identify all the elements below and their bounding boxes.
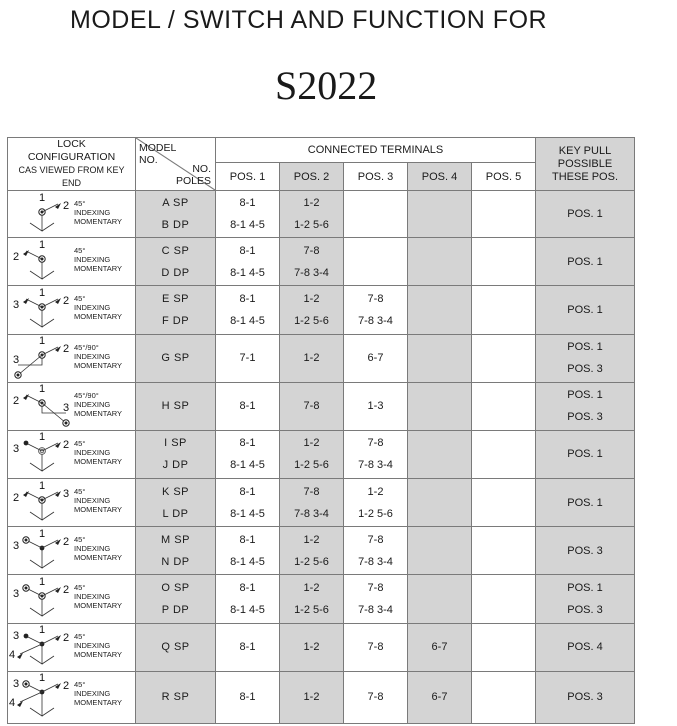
position-number: 2 xyxy=(62,535,70,548)
model-pole-value: A SP xyxy=(162,197,189,210)
position-number: 4 xyxy=(8,649,16,662)
pos4-terminals-cell xyxy=(408,430,472,478)
key-pull-cell xyxy=(536,286,635,334)
position-number: 1 xyxy=(38,575,46,588)
position-number: 1 xyxy=(38,335,46,348)
pos1-terminals-cell xyxy=(216,334,280,382)
diagram-caption-line: MOMENTARY xyxy=(74,601,123,611)
key-pull-value: POS. 1 xyxy=(567,303,603,316)
position-number: 1 xyxy=(38,672,46,685)
pos3-terminals-cell xyxy=(344,575,408,623)
lock-diagram xyxy=(8,239,72,285)
table-row xyxy=(8,479,635,527)
position-marker-icon xyxy=(55,298,61,304)
lock-configuration-cell xyxy=(8,479,136,527)
table-row xyxy=(8,575,635,623)
key-pull-value: POS. 1 xyxy=(567,341,603,354)
key-pull-cell xyxy=(536,238,635,286)
diagram-caption-line: INDEXING xyxy=(74,496,111,506)
terminal-value: 7-8 3-4 xyxy=(358,603,393,616)
pos5-terminals-cell xyxy=(472,191,536,238)
terminal-value: 7-8 3-4 xyxy=(294,266,329,279)
pos2-terminals-cell xyxy=(280,191,344,238)
lock-configuration-cell xyxy=(8,334,136,382)
pos3-terminals-cell xyxy=(344,671,408,723)
pos4-header: POS. 4 xyxy=(408,163,472,191)
terminal-value: 7-8 xyxy=(303,485,320,498)
terminal-value: 1-2 5-6 xyxy=(294,314,329,327)
model-pole-value: G SP xyxy=(161,352,190,365)
pos5-header: POS. 5 xyxy=(472,163,536,191)
position-marker-icon xyxy=(23,585,29,591)
position-marker-icon xyxy=(55,683,61,689)
terminal-value: 8-1 4-5 xyxy=(230,603,265,616)
terminal-value: 1-2 5-6 xyxy=(294,603,329,616)
diagram-caption-line: MOMENTARY xyxy=(74,697,123,707)
terminal-value: 8-1 xyxy=(239,244,256,257)
pos3-terminals-cell xyxy=(344,286,408,334)
lock-configuration-cell xyxy=(8,430,136,478)
diagram-caption-line: 45° xyxy=(74,246,86,256)
terminal-value: 1-3 xyxy=(367,400,384,413)
pos5-terminals-cell xyxy=(472,479,536,527)
pos2-terminals-cell xyxy=(280,382,344,430)
key-pull-value: POS. 1 xyxy=(567,448,603,461)
table-row xyxy=(8,191,635,238)
model-poles-cell xyxy=(136,671,216,723)
lock-configuration-cell xyxy=(8,623,136,671)
pos5-terminals-cell xyxy=(472,334,536,382)
pos5-terminals-cell xyxy=(472,286,536,334)
terminal-value: 6-7 xyxy=(431,691,448,704)
position-number: 1 xyxy=(38,383,46,396)
terminal-value: 7-8 xyxy=(367,437,384,450)
position-number: 3 xyxy=(12,630,20,643)
pos1-terminals-cell xyxy=(216,382,280,430)
pos4-terminals-cell xyxy=(408,575,472,623)
table-row xyxy=(8,382,635,430)
terminal-value: 7-8 xyxy=(367,292,384,305)
terminal-value: 8-1 xyxy=(239,485,256,498)
terminal-value: 1-2 xyxy=(303,437,320,450)
table-row xyxy=(8,286,635,334)
pos5-terminals-cell xyxy=(472,382,536,430)
diagram-caption-line: 45° xyxy=(74,679,86,689)
terminal-value: 8-1 4-5 xyxy=(230,459,265,472)
pos2-terminals-cell xyxy=(280,479,344,527)
terminal-value: 7-8 xyxy=(303,400,320,413)
model-poles-cell xyxy=(136,382,216,430)
pos3-terminals-cell xyxy=(344,479,408,527)
key-pull-cell xyxy=(536,479,635,527)
position-number: 1 xyxy=(38,479,46,492)
key-pull-cell xyxy=(536,527,635,575)
pos2-terminals-cell xyxy=(280,527,344,575)
position-marker-icon xyxy=(23,250,29,256)
diagram-caption-line: MOMENTARY xyxy=(74,553,123,563)
terminal-value: 1-2 xyxy=(303,691,320,704)
diagram-caption-line: INDEXING xyxy=(74,688,111,698)
pos4-terminals-cell xyxy=(408,382,472,430)
position-number: 1 xyxy=(38,624,46,637)
diagram-caption-line: MOMENTARY xyxy=(74,505,123,515)
diagram-caption-line: INDEXING xyxy=(74,399,111,409)
terminal-value: 1-2 5-6 xyxy=(294,219,329,232)
pos1-terminals-cell xyxy=(216,575,280,623)
diagram-caption-line: 45° xyxy=(74,487,86,497)
terminal-value: 1-2 xyxy=(303,533,320,546)
model-poles-cell xyxy=(136,191,216,238)
diagram-caption-line: INDEXING xyxy=(74,544,111,554)
position-marker-icon xyxy=(55,491,61,497)
key-pull-value: POS. 3 xyxy=(567,363,603,376)
pos1-terminals-cell xyxy=(216,286,280,334)
pos2-terminals-cell xyxy=(280,238,344,286)
pos3-terminals-cell xyxy=(344,430,408,478)
position-number: 1 xyxy=(38,191,46,204)
model-pole-value: J DP xyxy=(162,459,189,472)
position-marker-icon xyxy=(63,420,69,426)
position-number: 3 xyxy=(12,354,20,367)
diagram-caption-line: 45° xyxy=(74,199,86,208)
position-number: 3 xyxy=(12,539,20,552)
model-poles-cell xyxy=(136,623,216,671)
pos2-terminals-cell xyxy=(280,671,344,723)
position-number: 1 xyxy=(38,527,46,540)
table-row xyxy=(8,527,635,575)
terminal-value: 7-8 3-4 xyxy=(294,507,329,520)
lock-diagram xyxy=(8,287,72,333)
terminal-value: 8-1 4-5 xyxy=(230,266,265,279)
pos5-terminals-cell xyxy=(472,623,536,671)
position-number: 3 xyxy=(12,443,20,456)
position-number: 2 xyxy=(62,439,70,452)
lock-diagram xyxy=(8,528,72,574)
terminal-value: 1-2 5-6 xyxy=(294,555,329,568)
key-pull-cell xyxy=(536,671,635,723)
model-pole-value: D DP xyxy=(161,266,190,279)
key-pull-cell xyxy=(536,191,635,238)
terminal-value: 8-1 xyxy=(239,400,256,413)
terminal-value: 8-1 xyxy=(239,533,256,546)
position-marker-icon xyxy=(55,539,61,545)
model-pole-value: F DP xyxy=(161,314,190,327)
diagram-caption-line: MOMENTARY xyxy=(74,649,123,659)
diagram-caption-line: INDEXING xyxy=(74,592,111,602)
diagram-caption-line: MOMENTARY xyxy=(74,264,123,274)
diagram-caption-line: 45° xyxy=(74,438,86,448)
diagram-caption-line: MOMENTARY xyxy=(74,217,123,226)
pos5-terminals-cell xyxy=(472,575,536,623)
model-poles-cell xyxy=(136,575,216,623)
position-number: 3 xyxy=(12,678,20,691)
terminal-value: 7-1 xyxy=(239,352,256,365)
pos5-terminals-cell xyxy=(472,671,536,723)
terminal-value: 7-8 xyxy=(367,691,384,704)
pos4-terminals-cell xyxy=(408,191,472,238)
document-title: MODEL / SWITCH AND FUNCTION FOR xyxy=(70,6,548,34)
table-row xyxy=(8,671,635,723)
key-pull-value: POS. 3 xyxy=(567,691,603,704)
diagram-caption-line: 45° xyxy=(74,631,86,641)
pos4-terminals-cell xyxy=(408,334,472,382)
pos5-terminals-cell xyxy=(472,527,536,575)
terminal-value: 1-2 xyxy=(303,197,320,210)
terminal-value: 1-2 5-6 xyxy=(358,507,393,520)
key-pull-value: POS. 1 xyxy=(567,255,603,268)
pos1-terminals-cell xyxy=(216,479,280,527)
model-pole-value: C SP xyxy=(161,244,190,257)
diagram-caption-line: MOMENTARY xyxy=(74,408,123,418)
terminal-value: 8-1 xyxy=(239,437,256,450)
terminal-value: 1-2 xyxy=(303,581,320,594)
model-pole-value: N DP xyxy=(161,555,190,568)
terminal-value: 7-8 3-4 xyxy=(358,555,393,568)
lock-configuration-cell xyxy=(8,382,136,430)
position-marker-icon xyxy=(55,346,61,352)
terminal-value: 8-1 xyxy=(239,197,256,210)
pos2-terminals-cell xyxy=(280,286,344,334)
position-marker-icon xyxy=(55,442,61,448)
lock-diagram xyxy=(8,383,72,429)
position-number: 2 xyxy=(62,199,70,212)
table-body xyxy=(8,191,635,724)
pos3-terminals-cell xyxy=(344,191,408,238)
terminal-value: 1-2 xyxy=(303,352,320,365)
pos1-terminals-cell xyxy=(216,527,280,575)
terminal-value: 7-8 3-4 xyxy=(358,459,393,472)
key-pull-value: POS. 1 xyxy=(567,208,603,221)
lock-configuration-cell xyxy=(8,527,136,575)
pos4-terminals-cell xyxy=(408,671,472,723)
position-marker-icon xyxy=(23,491,29,497)
diagram-caption-line: INDEXING xyxy=(74,303,111,313)
model-poles-cell xyxy=(136,479,216,527)
key-pull-cell xyxy=(536,382,635,430)
model-poles-cell xyxy=(136,238,216,286)
pos1-terminals-cell xyxy=(216,191,280,238)
lock-configuration-cell xyxy=(8,575,136,623)
lock-diagram xyxy=(8,480,72,526)
lock-configuration-cell xyxy=(8,238,136,286)
terminal-value: 7-8 xyxy=(367,533,384,546)
lock-configuration-header: LOCK CONFIGURATION CAS VIEWED FROM KEY END xyxy=(8,138,136,191)
model-pole-value: K SP xyxy=(161,485,190,498)
diagram-caption-line: MOMENTARY xyxy=(74,360,123,370)
model-pole-value: B DP xyxy=(161,219,190,232)
table-row xyxy=(8,623,635,671)
pos4-terminals-cell xyxy=(408,527,472,575)
model-pole-value: P DP xyxy=(161,603,190,616)
pos4-terminals-cell xyxy=(408,238,472,286)
lock-diagram xyxy=(8,335,72,381)
terminal-value: 8-1 4-5 xyxy=(230,219,265,232)
terminal-value: 1-2 xyxy=(367,485,384,498)
diagram-caption-line: INDEXING xyxy=(74,640,111,650)
pos3-header: POS. 3 xyxy=(344,163,408,191)
lock-diagram xyxy=(8,431,72,477)
pos4-terminals-cell xyxy=(408,479,472,527)
terminal-value: 8-1 xyxy=(239,691,256,704)
key-pull-cell xyxy=(536,575,635,623)
model-poles-header: MODEL NO. NO. POLES xyxy=(136,138,216,191)
model-pole-value: L DP xyxy=(162,507,189,520)
position-number: 2 xyxy=(12,395,20,408)
terminal-value: 7-8 xyxy=(367,641,384,654)
lock-diagram xyxy=(8,672,72,722)
position-marker-icon xyxy=(55,587,61,593)
pos3-terminals-cell xyxy=(344,334,408,382)
diagram-caption-line: 45° xyxy=(74,583,86,593)
connected-terminals-header: CONNECTED TERMINALS xyxy=(216,138,536,163)
key-pull-cell xyxy=(536,623,635,671)
pos2-header: POS. 2 xyxy=(280,163,344,191)
terminal-value: 6-7 xyxy=(431,641,448,654)
pos5-terminals-cell xyxy=(472,238,536,286)
pos2-terminals-cell xyxy=(280,623,344,671)
key-pull-value: POS. 3 xyxy=(567,603,603,616)
model-pole-value: R SP xyxy=(161,691,190,704)
position-number: 2 xyxy=(62,632,70,645)
position-number: 3 xyxy=(62,487,70,500)
pos1-terminals-cell xyxy=(216,430,280,478)
diagram-caption-line: MOMENTARY xyxy=(74,312,123,322)
position-number: 3 xyxy=(12,298,20,311)
table-row xyxy=(8,238,635,286)
key-pull-cell xyxy=(536,430,635,478)
model-title: S2022 xyxy=(275,63,378,108)
diagram-caption-line: INDEXING xyxy=(74,255,111,265)
pos3-terminals-cell xyxy=(344,623,408,671)
position-number: 1 xyxy=(38,431,46,444)
model-pole-value: H SP xyxy=(161,400,190,413)
position-number: 1 xyxy=(38,238,46,251)
terminal-value: 8-1 4-5 xyxy=(230,507,265,520)
model-pole-value: O SP xyxy=(161,581,190,594)
pos3-terminals-cell xyxy=(344,382,408,430)
position-number: 2 xyxy=(62,583,70,596)
position-marker-icon xyxy=(23,537,29,543)
terminal-value: 7-8 xyxy=(367,581,384,594)
pos4-terminals-cell xyxy=(408,286,472,334)
pos1-terminals-cell xyxy=(216,238,280,286)
diagram-caption-line: 45° xyxy=(74,535,86,545)
pos4-terminals-cell xyxy=(408,623,472,671)
key-pull-value: POS. 1 xyxy=(567,581,603,594)
diagram-caption-line: INDEXING xyxy=(74,351,111,361)
pos3-terminals-cell xyxy=(344,238,408,286)
position-number: 2 xyxy=(62,680,70,693)
key-pull-value: POS. 3 xyxy=(567,411,603,424)
position-marker-icon xyxy=(23,298,29,304)
position-marker-icon xyxy=(23,681,29,687)
key-pull-value: POS. 4 xyxy=(567,641,603,654)
key-pull-value: POS. 1 xyxy=(567,389,603,402)
switch-function-table xyxy=(7,137,635,724)
model-pole-value: E SP xyxy=(161,292,190,305)
diagram-caption-line: MOMENTARY xyxy=(74,456,123,466)
pos1-terminals-cell xyxy=(216,623,280,671)
terminal-value: 8-1 xyxy=(239,581,256,594)
key-pull-header: KEY PULL POSSIBLE THESE POS. xyxy=(536,138,635,191)
terminal-value: 1-2 5-6 xyxy=(294,459,329,472)
lock-configuration-cell xyxy=(8,191,136,238)
lock-diagram xyxy=(8,624,72,670)
terminal-value: 7-8 xyxy=(303,244,320,257)
key-pull-value: POS. 1 xyxy=(567,496,603,509)
position-marker-icon xyxy=(24,634,29,639)
terminal-value: 7-8 3-4 xyxy=(358,314,393,327)
terminal-value: 8-1 4-5 xyxy=(230,555,265,568)
diagram-caption-line: 45°/90° xyxy=(74,342,99,352)
diagram-caption-line: 45°/90° xyxy=(74,390,99,400)
position-number: 2 xyxy=(62,294,70,307)
pos1-header: POS. 1 xyxy=(216,163,280,191)
pos1-terminals-cell xyxy=(216,671,280,723)
terminal-value: 8-1 xyxy=(239,641,256,654)
terminal-value: 1-2 xyxy=(303,292,320,305)
position-number: 3 xyxy=(12,587,20,600)
position-number: 4 xyxy=(8,697,16,710)
lock-configuration-cell xyxy=(8,286,136,334)
pos5-terminals-cell xyxy=(472,430,536,478)
model-pole-value: M SP xyxy=(161,533,190,546)
terminal-value: 8-1 4-5 xyxy=(230,314,265,327)
position-marker-icon xyxy=(23,394,29,400)
position-number: 3 xyxy=(62,402,70,415)
terminal-value: 1-2 xyxy=(303,641,320,654)
key-pull-value: POS. 3 xyxy=(567,544,603,557)
diagram-caption-line: INDEXING xyxy=(74,208,111,217)
terminal-value: 6-7 xyxy=(367,352,384,365)
pos2-terminals-cell xyxy=(280,430,344,478)
position-number: 2 xyxy=(62,343,70,356)
table-row xyxy=(8,430,635,478)
pos2-terminals-cell xyxy=(280,575,344,623)
position-number: 2 xyxy=(12,491,20,504)
model-poles-cell xyxy=(136,286,216,334)
model-poles-cell xyxy=(136,527,216,575)
table-row xyxy=(8,334,635,382)
position-number: 1 xyxy=(38,286,46,299)
lock-diagram xyxy=(8,576,72,622)
lock-diagram xyxy=(8,192,72,237)
key-pull-cell xyxy=(536,334,635,382)
model-poles-cell xyxy=(136,430,216,478)
model-pole-value: Q SP xyxy=(161,641,190,654)
position-number: 2 xyxy=(12,250,20,263)
model-poles-cell xyxy=(136,334,216,382)
diagram-caption-line: INDEXING xyxy=(74,447,111,457)
diagram-caption-line: 45° xyxy=(74,294,86,304)
model-pole-value: I SP xyxy=(164,437,187,450)
position-marker-icon xyxy=(15,372,21,378)
pos2-terminals-cell xyxy=(280,334,344,382)
position-marker-icon xyxy=(24,441,29,446)
position-marker-icon xyxy=(55,635,61,641)
terminal-value: 8-1 xyxy=(239,292,256,305)
lock-configuration-cell xyxy=(8,671,136,723)
pos3-terminals-cell xyxy=(344,527,408,575)
position-marker-icon xyxy=(55,203,61,209)
